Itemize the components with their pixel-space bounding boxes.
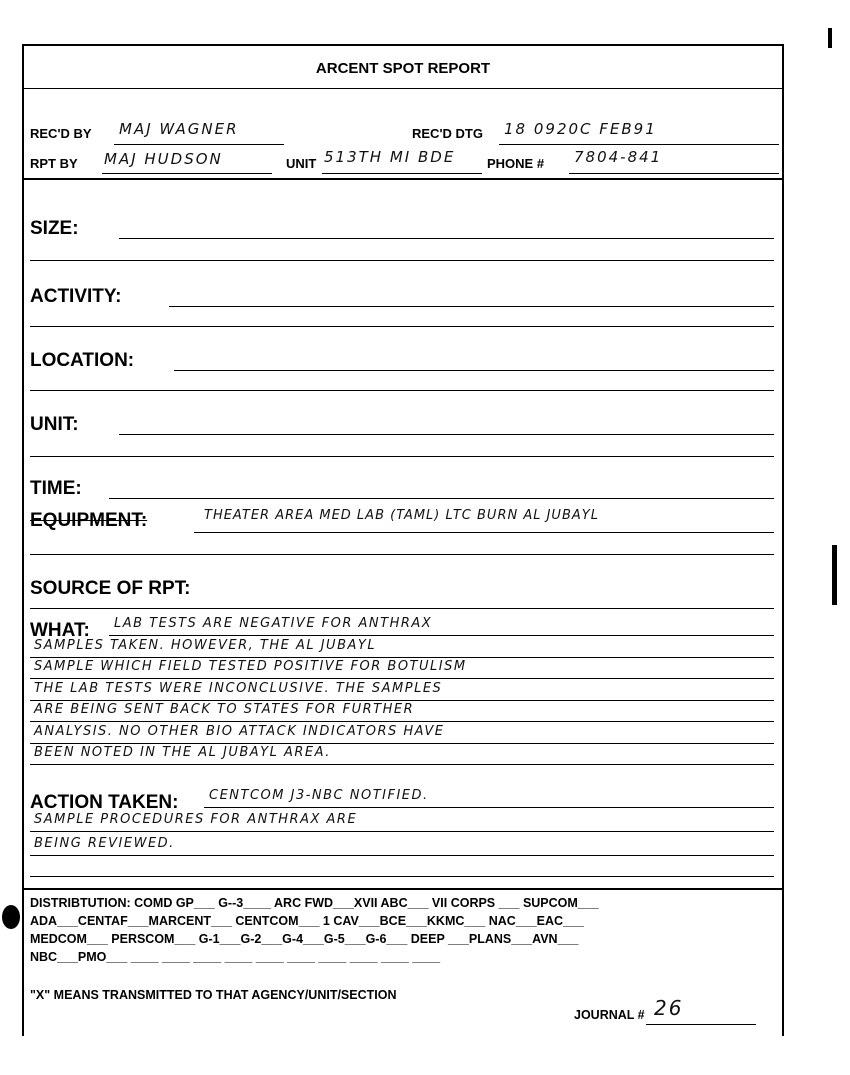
distribution-line: MEDCOM___ PERSCOM___ G-1___G-2___G-4___G-5___G-6___ DEEP ___PLANS___AVN___ bbox=[30, 932, 579, 946]
report-title: ARCENT SPOT REPORT bbox=[315, 60, 491, 77]
what-line: SAMPLE WHICH FIELD TESTED POSITIVE FOR BOTULISM bbox=[34, 659, 467, 674]
what-label: WHAT: bbox=[30, 620, 90, 641]
what-line: ANALYSIS. NO OTHER BIO ATTACK INDICATORS HAVE bbox=[34, 723, 445, 739]
what-line: THE LAB TESTS WERE INCONCLUSIVE. THE SAMPLES bbox=[34, 680, 443, 696]
size-label: SIZE: bbox=[30, 218, 79, 239]
field-line bbox=[119, 434, 774, 435]
scan-mark bbox=[828, 28, 832, 48]
field-line bbox=[30, 326, 774, 327]
field-line bbox=[204, 807, 774, 808]
field-line bbox=[30, 608, 774, 609]
phone-label: PHONE # bbox=[487, 156, 545, 171]
what-line: LAB TESTS ARE NEGATIVE FOR ANTHRAX bbox=[114, 616, 433, 631]
divider bbox=[24, 178, 782, 180]
field-line bbox=[30, 831, 774, 832]
field-line bbox=[322, 173, 482, 174]
field-line bbox=[194, 532, 774, 533]
time-label: TIME: bbox=[30, 478, 82, 499]
field-line bbox=[30, 743, 774, 744]
field-line bbox=[569, 173, 779, 174]
recd-dtg-value: 18 0920C FEB91 bbox=[504, 120, 657, 138]
field-line bbox=[30, 876, 774, 877]
action-line: SAMPLE PROCEDURES FOR ANTHRAX ARE bbox=[34, 812, 358, 827]
action-taken-label: ACTION TAKEN: bbox=[30, 792, 179, 813]
equipment-label: EQUIPMENT: bbox=[30, 510, 148, 531]
activity-label: ACTIVITY: bbox=[30, 286, 122, 307]
field-line bbox=[119, 238, 774, 239]
distribution-line: DISTRIBTUTION: COMD GP___ G--3____ ARC FWD___XVII ABC___ VII CORPS ___ SUPCOM___ bbox=[30, 896, 599, 910]
field-line bbox=[30, 721, 774, 722]
field-line bbox=[109, 635, 774, 636]
distribution-line: ADA___CENTAF___MARCENT___ CENTCOM___ 1 CAV___BCE___KKMC___ NAC___EAC___ bbox=[30, 914, 584, 928]
equipment-value: THEATER AREA MED LAB (TAML) LTC BURN AL JUBAYL bbox=[204, 508, 599, 523]
what-line: SAMPLES TAKEN. HOWEVER, THE AL JUBAYL bbox=[34, 637, 377, 653]
field-line bbox=[30, 657, 774, 658]
field-line bbox=[30, 700, 774, 701]
unit-value: 513TH MI BDE bbox=[324, 148, 456, 166]
field-line bbox=[30, 764, 774, 765]
source-label: SOURCE OF RPT: bbox=[30, 578, 191, 599]
phone-value: 7804-841 bbox=[574, 148, 663, 166]
scan-mark bbox=[832, 545, 837, 605]
unit-label: UNIT bbox=[286, 156, 317, 171]
unit-field-label: UNIT: bbox=[30, 414, 79, 435]
field-line bbox=[102, 173, 272, 174]
action-line: BEING REVIEWED. bbox=[34, 836, 175, 851]
rpt-by-label: RPT BY bbox=[30, 156, 78, 171]
action-line: CENTCOM J3-NBC NOTIFIED. bbox=[209, 788, 429, 803]
location-label: LOCATION: bbox=[30, 350, 135, 371]
transmitted-note: "X" MEANS TRANSMITTED TO THAT AGENCY/UNIT/SECTION bbox=[30, 988, 397, 1002]
field-line bbox=[174, 370, 774, 371]
field-line bbox=[30, 390, 774, 391]
field-line bbox=[30, 456, 774, 457]
recd-dtg-label: REC'D DTG bbox=[412, 126, 483, 141]
field-line bbox=[30, 554, 774, 555]
field-line bbox=[499, 144, 779, 145]
field-line bbox=[30, 678, 774, 679]
journal-label: JOURNAL # bbox=[574, 1008, 645, 1022]
report-form bbox=[22, 44, 784, 1036]
field-line bbox=[109, 498, 774, 499]
field-line bbox=[30, 855, 774, 856]
distribution-line: NBC___PMO___ ____ ____ ____ ____ ____ ____ ____ ____ ____ ____ bbox=[30, 950, 441, 964]
journal-value: 26 bbox=[654, 996, 684, 1020]
field-line bbox=[169, 306, 774, 307]
what-line: ARE BEING SENT BACK TO STATES FOR FURTHER bbox=[34, 702, 415, 717]
rpt-by-value: MAJ HUDSON bbox=[104, 150, 223, 168]
field-line bbox=[646, 1024, 756, 1025]
field-line bbox=[30, 260, 774, 261]
punch-hole bbox=[2, 905, 20, 929]
field-line bbox=[114, 144, 284, 145]
recd-by-value: MAJ WAGNER bbox=[119, 120, 239, 138]
divider bbox=[24, 888, 782, 890]
divider bbox=[24, 88, 782, 89]
what-line: BEEN NOTED IN THE AL JUBAYL AREA. bbox=[34, 745, 331, 760]
recd-by-label: REC'D BY bbox=[30, 126, 92, 141]
